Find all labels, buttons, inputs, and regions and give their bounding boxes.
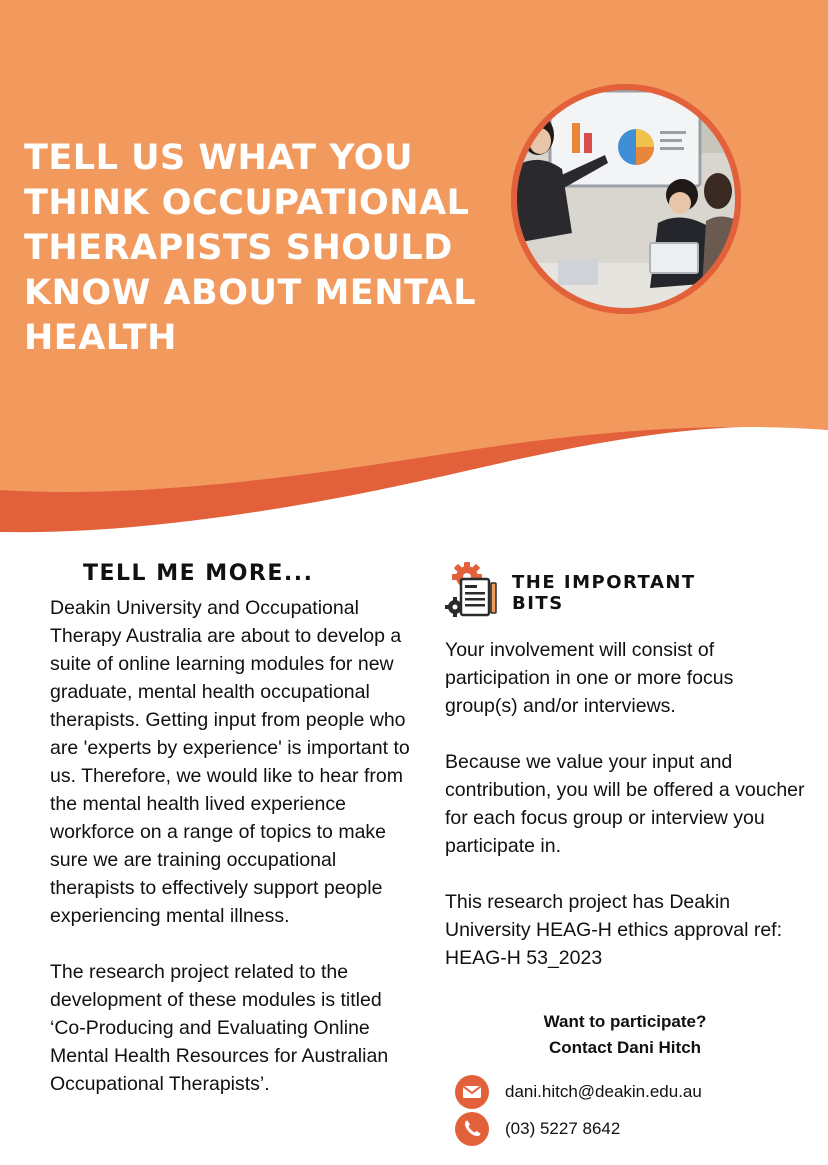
ethics-text: This research project has Deakin University HEAG-H ethics approval ref: HEAG-H 53_2023 <box>445 891 783 969</box>
contact-details <box>445 1075 805 1146</box>
important-bits-section <box>445 560 805 1146</box>
cta-line2: Contact Dani Hitch <box>548 1038 702 1057</box>
page-headline: TELL US WHAT YOU THINK OCCUPATIONAL THERAPISTS SHOULD KNOW ABOUT MENTAL HEALTH <box>24 138 477 358</box>
project-title-text: The research project related to the development of these modules is titled ‘Co-Producing and Evaluating Online Mental Health Resources for Australian Occupational Therapists’. <box>50 961 389 1095</box>
phone-number[interactable]: (03) 5227 8642 <box>505 1119 621 1138</box>
voucher-text: Because we value your input and contribution, you will be offered a voucher for each focus group or interview you participate in. <box>445 751 805 857</box>
phone-row[interactable] <box>455 1112 805 1146</box>
important-bits-header <box>445 560 805 620</box>
important-bits-title <box>512 572 696 614</box>
email-icon <box>455 1075 489 1109</box>
email-address[interactable]: dani.hitch@deakin.edu.au <box>505 1082 702 1101</box>
gear-document-icon <box>445 561 503 619</box>
presentation-photo <box>510 83 742 315</box>
cta-line1: Want to participate? <box>543 1012 707 1031</box>
email-row[interactable] <box>455 1075 805 1109</box>
tell-me-more-title: TELL ME MORE... <box>83 561 314 586</box>
involvement-text: Your involvement will consist of participation in one or more focus group(s) and/or interviews. <box>445 639 734 717</box>
important-bits-title-line2: BITS <box>512 593 564 614</box>
contact-call-to-action <box>445 1009 805 1061</box>
phone-icon <box>455 1112 489 1146</box>
important-bits-body <box>445 636 805 972</box>
important-bits-title-line1: THE IMPORTANT <box>512 572 696 593</box>
tell-me-more-section <box>50 560 420 1098</box>
project-description: Deakin University and Occupational Therapy Australia are about to develop a suite of online learning modules for new graduate, mental health occupational therapists. Getting input from people who are 'experts by experience' is important to us. Therefore, we would like to hear from the mental health lived experience workforce on a range of topics to make sure we are training occupational therapists to effectively support people experiencing mental illness. <box>50 597 410 927</box>
